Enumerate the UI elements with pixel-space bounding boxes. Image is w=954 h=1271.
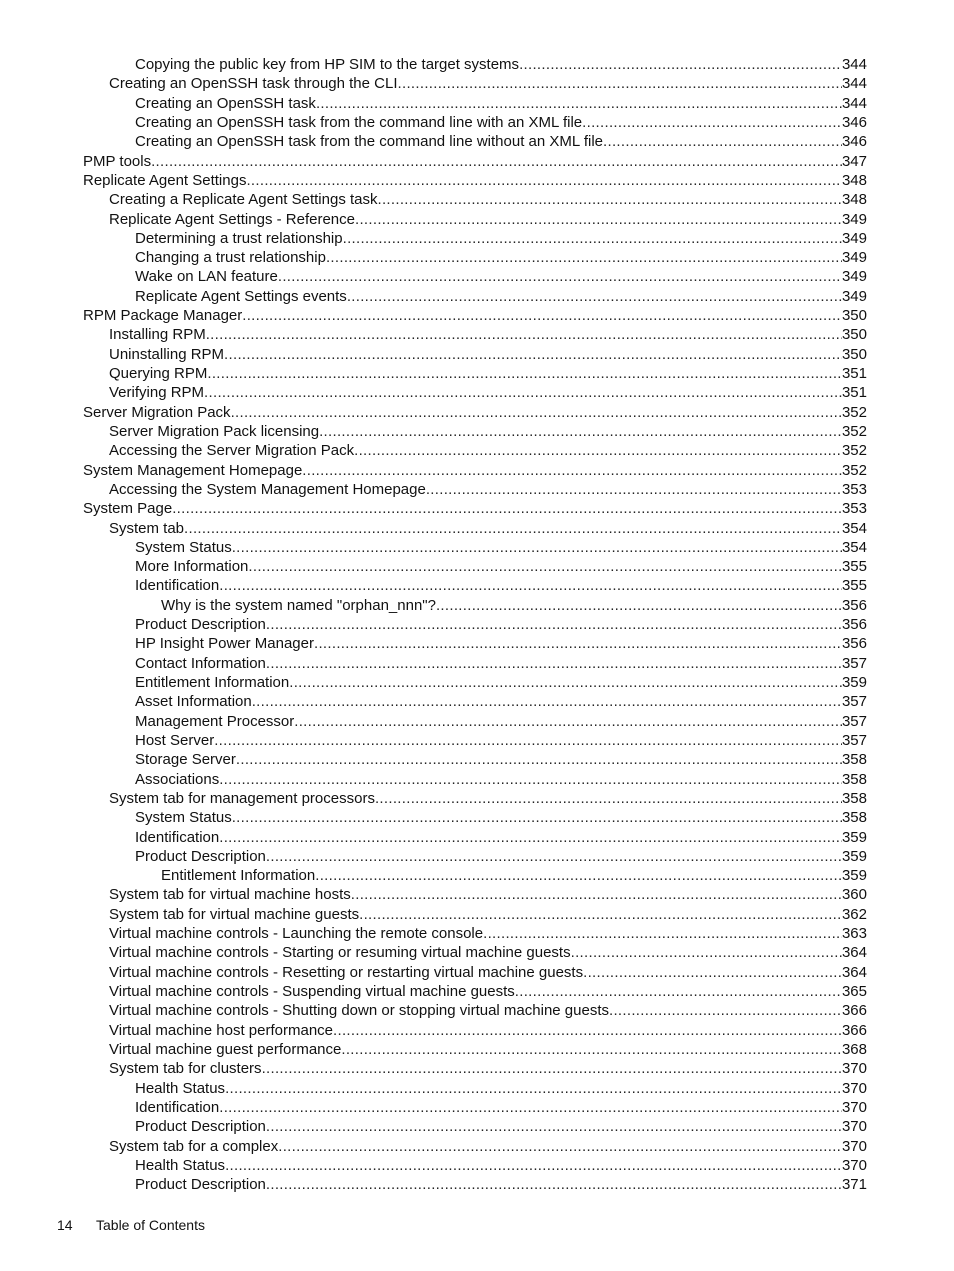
toc-entry-page: 355 (841, 558, 867, 576)
toc-entry-page: 370 (841, 1098, 867, 1116)
toc-entry-title: Health Status (135, 1079, 226, 1097)
toc-entry-page: 350 (841, 345, 867, 363)
toc-entry[interactable] (0, 943, 954, 962)
page-footer (57, 1215, 205, 1235)
toc-entry[interactable] (0, 229, 954, 248)
toc-entry[interactable] (0, 519, 954, 538)
toc-dot-leader (214, 731, 842, 750)
toc-entry[interactable] (0, 422, 954, 441)
toc-entry-page: 349 (841, 287, 867, 305)
toc-entry-page: 370 (841, 1118, 867, 1136)
toc-entry-title: Replicate Agent Settings (83, 171, 247, 189)
toc-dot-leader (242, 306, 842, 325)
toc-entry-page: 355 (841, 577, 867, 595)
toc-entry-title: Identification (135, 1098, 220, 1116)
toc-entry-page: 357 (841, 654, 867, 672)
toc-entry-page: 356 (841, 616, 867, 634)
toc-entry-title: System tab for virtual machine guests (109, 905, 360, 923)
toc-entry-page: 349 (841, 229, 867, 247)
toc-entry[interactable] (0, 866, 954, 885)
toc-entry-page: 370 (841, 1156, 867, 1174)
toc-dot-leader (278, 267, 842, 286)
toc-entry[interactable] (0, 654, 954, 673)
toc-entry-title: Creating an OpenSSH task (135, 94, 316, 112)
toc-entry-title: Replicate Agent Settings - Reference (109, 210, 355, 228)
toc-dot-leader (231, 403, 842, 422)
toc-dot-leader (316, 94, 842, 113)
toc-dot-leader (398, 74, 842, 93)
toc-entry[interactable] (0, 113, 954, 132)
toc-dot-leader (603, 132, 842, 151)
toc-entry-page: 348 (841, 191, 867, 209)
toc-entry-title: System tab for management processors (109, 789, 375, 807)
toc-entry-page: 356 (841, 596, 867, 614)
toc-entry-page: 352 (841, 422, 867, 440)
toc-entry-page: 353 (841, 480, 867, 498)
toc-dot-leader (326, 248, 842, 267)
toc-entry[interactable] (0, 615, 954, 634)
toc-entry[interactable] (0, 171, 954, 190)
toc-entry-title: System Page (83, 500, 173, 518)
toc-entry-page: 347 (841, 152, 867, 170)
toc-dot-leader (219, 576, 842, 595)
toc-entry-title: System tab for a complex (109, 1137, 279, 1155)
toc-entry-title: More Information (135, 558, 249, 576)
toc-entry-title: Host Server (135, 731, 215, 749)
toc-dot-leader (266, 847, 842, 866)
toc-dot-leader (266, 615, 842, 634)
toc-entry-page: 350 (841, 326, 867, 344)
toc-dot-leader (219, 828, 842, 847)
toc-entry[interactable] (0, 74, 954, 93)
toc-dot-leader (314, 634, 842, 653)
toc-entry-title: Why is the system named "orphan_nnn"? (161, 596, 436, 614)
footer-section-title: Table of Contents (96, 1217, 205, 1233)
toc-dot-leader (347, 287, 842, 306)
toc-entry[interactable] (0, 364, 954, 383)
toc-entry[interactable] (0, 248, 954, 267)
toc-entry[interactable] (0, 828, 954, 847)
toc-dot-leader (225, 1156, 842, 1175)
toc-entry[interactable] (0, 789, 954, 808)
toc-entry-title: System Status (135, 809, 232, 827)
toc-entry-title: Creating a Replicate Agent Settings task (109, 191, 378, 209)
toc-entry-page: 365 (841, 983, 867, 1000)
toc-entry-page: 349 (841, 210, 867, 228)
toc-entry[interactable] (0, 499, 954, 518)
toc-entry-page: 358 (841, 809, 867, 827)
toc-entry-title: RPM Package Manager (83, 307, 243, 325)
toc-entry-page: 349 (841, 268, 867, 286)
toc-dot-leader (225, 1079, 842, 1098)
toc-dot-leader (207, 364, 842, 383)
toc-entry-page: 356 (841, 635, 867, 653)
toc-entry-title: Virtual machine controls - Resetting or restarting virtual machine guests (109, 963, 584, 981)
toc-entry-page: 346 (841, 113, 867, 131)
toc-entry-page: 351 (841, 384, 867, 402)
toc-dot-leader (278, 1137, 842, 1156)
toc-entry[interactable] (0, 441, 954, 460)
toc-entry-title: Server Migration Pack licensing (109, 422, 320, 440)
toc-entry-title: Entitlement Information (161, 867, 316, 885)
toc-entry-page: 359 (841, 867, 867, 885)
table-of-contents (0, 55, 954, 1194)
toc-entry[interactable] (0, 267, 954, 286)
toc-dot-leader (571, 943, 842, 962)
toc-entry[interactable] (0, 1001, 954, 1020)
toc-entry[interactable] (0, 55, 954, 74)
toc-entry-title: Virtual machine controls - Starting or resuming virtual machine guests (109, 944, 571, 962)
toc-entry[interactable] (0, 132, 954, 151)
toc-entry-page: 344 (841, 56, 867, 73)
toc-dot-leader (333, 1021, 842, 1040)
toc-entry-title: Changing a trust relationship (135, 249, 326, 267)
toc-entry-title: Product Description (135, 616, 266, 634)
toc-entry-title: HP Insight Power Manager (135, 635, 314, 653)
toc-dot-leader (483, 924, 842, 943)
toc-dot-leader (378, 190, 842, 209)
toc-entry[interactable] (0, 750, 954, 769)
toc-entry[interactable] (0, 1098, 954, 1117)
toc-entry[interactable] (0, 1059, 954, 1078)
toc-dot-leader (289, 673, 842, 692)
toc-entry-page: 368 (841, 1040, 867, 1058)
toc-entry-title: Accessing the System Management Homepage (109, 480, 426, 498)
toc-entry-page: 348 (841, 171, 867, 189)
toc-entry[interactable] (0, 596, 954, 615)
toc-entry-title: Determining a trust relationship (135, 229, 343, 247)
toc-entry-page: 344 (841, 94, 867, 112)
toc-entry-page: 357 (841, 731, 867, 749)
toc-entry-page: 370 (841, 1137, 867, 1155)
toc-dot-leader (375, 789, 842, 808)
toc-entry[interactable] (0, 403, 954, 422)
toc-entry-title: System Status (135, 538, 232, 556)
toc-entry-title: Management Processor (135, 712, 295, 730)
toc-entry-title: System tab (109, 519, 185, 537)
toc-dot-leader (302, 461, 842, 480)
toc-entry[interactable] (0, 692, 954, 711)
toc-dot-leader (583, 963, 842, 982)
toc-entry-page: 359 (841, 847, 867, 865)
toc-entry-title: Identification (135, 577, 220, 595)
toc-entry[interactable] (0, 210, 954, 229)
toc-entry[interactable] (0, 190, 954, 209)
toc-entry-page: 370 (841, 1060, 867, 1078)
toc-entry-title: Product Description (135, 1118, 266, 1136)
toc-entry-title: Creating an OpenSSH task from the command line without an XML file (135, 133, 604, 151)
toc-entry-page: 352 (841, 442, 867, 460)
toc-entry-title: Virtual machine controls - Launching the remote console (109, 925, 484, 943)
toc-entry-title: Installing RPM (109, 326, 206, 344)
toc-entry-title: Asset Information (135, 693, 252, 711)
toc-dot-leader (151, 152, 842, 171)
toc-entry[interactable] (0, 1079, 954, 1098)
toc-entry[interactable] (0, 1137, 954, 1156)
toc-entry-title: PMP tools (83, 152, 152, 170)
toc-entry-page: 352 (841, 403, 867, 421)
toc-dot-leader (351, 885, 842, 904)
toc-entry[interactable] (0, 963, 954, 982)
toc-entry-page: 363 (841, 925, 867, 943)
toc-entry-page: 364 (841, 944, 867, 962)
toc-entry[interactable] (0, 924, 954, 943)
toc-entry[interactable] (0, 982, 954, 1001)
toc-entry[interactable] (0, 1021, 954, 1040)
toc-dot-leader (341, 1040, 842, 1059)
toc-entry[interactable] (0, 731, 954, 750)
toc-entry-title: System tab for virtual machine hosts (109, 886, 351, 904)
toc-entry[interactable] (0, 673, 954, 692)
toc-entry[interactable] (0, 287, 954, 306)
toc-dot-leader (232, 808, 842, 827)
toc-entry-page: 358 (841, 751, 867, 769)
toc-dot-leader (219, 770, 842, 789)
toc-entry-page: 353 (841, 500, 867, 518)
toc-entry-page: 366 (841, 1021, 867, 1039)
toc-dot-leader (236, 750, 842, 769)
toc-dot-leader (519, 55, 842, 74)
toc-entry-title: Virtual machine controls - Suspending virtual machine guests (109, 983, 515, 1000)
toc-dot-leader (359, 905, 842, 924)
toc-dot-leader (355, 210, 842, 229)
toc-dot-leader (582, 113, 842, 132)
toc-entry[interactable] (0, 480, 954, 499)
toc-entry-page: 357 (841, 693, 867, 711)
toc-dot-leader (204, 383, 842, 402)
toc-dot-leader (515, 982, 842, 1001)
toc-entry[interactable] (0, 1117, 954, 1136)
toc-dot-leader (266, 1175, 842, 1194)
toc-entry-page: 366 (841, 1002, 867, 1020)
toc-entry-page: 359 (841, 674, 867, 691)
toc-entry-title: Wake on LAN feature (135, 268, 278, 286)
toc-dot-leader (252, 692, 842, 711)
toc-dot-leader (315, 866, 842, 885)
toc-dot-leader (294, 712, 842, 731)
toc-entry-title: Server Migration Pack (83, 403, 231, 421)
toc-entry[interactable] (0, 1175, 954, 1194)
toc-dot-leader (224, 345, 842, 364)
toc-entry[interactable] (0, 885, 954, 904)
toc-dot-leader (246, 171, 842, 190)
toc-entry-page: 354 (841, 538, 867, 556)
toc-dot-leader (354, 441, 842, 460)
toc-entry-page: 360 (841, 886, 867, 904)
toc-dot-leader (262, 1059, 842, 1078)
toc-entry-page: 371 (841, 1176, 867, 1194)
toc-entry-title: Contact Information (135, 654, 266, 672)
toc-entry[interactable] (0, 152, 954, 171)
toc-dot-leader (219, 1098, 842, 1117)
toc-entry[interactable] (0, 94, 954, 113)
toc-entry[interactable] (0, 461, 954, 480)
toc-entry-title: Replicate Agent Settings events (135, 287, 347, 305)
toc-dot-leader (172, 499, 842, 518)
toc-entry[interactable] (0, 325, 954, 344)
toc-entry[interactable] (0, 634, 954, 653)
toc-entry-title: Health Status (135, 1156, 226, 1174)
toc-entry-title: Creating an OpenSSH task through the CLI (109, 75, 398, 93)
toc-entry-title: Product Description (135, 847, 266, 865)
toc-entry-title: Uninstalling RPM (109, 345, 225, 363)
toc-dot-leader (426, 480, 842, 499)
toc-entry[interactable] (0, 1040, 954, 1059)
toc-entry-title: Verifying RPM (109, 384, 205, 402)
toc-dot-leader (266, 654, 842, 673)
toc-entry-title: Associations (135, 770, 220, 788)
toc-entry[interactable] (0, 576, 954, 595)
toc-entry[interactable] (0, 905, 954, 924)
toc-dot-leader (436, 596, 842, 615)
toc-entry-title: Virtual machine guest performance (109, 1040, 342, 1058)
toc-entry-page: 352 (841, 461, 867, 479)
toc-dot-leader (609, 1001, 842, 1020)
toc-entry-title: Creating an OpenSSH task from the command line with an XML file (135, 113, 583, 131)
toc-entry[interactable] (0, 770, 954, 789)
toc-entry-page: 346 (841, 133, 867, 151)
toc-entry-page: 351 (841, 365, 867, 382)
toc-entry-page: 359 (841, 828, 867, 846)
toc-entry-title: Copying the public key from HP SIM to the target systems (135, 56, 520, 73)
toc-entry[interactable] (0, 538, 954, 557)
toc-entry-page: 370 (841, 1079, 867, 1097)
toc-entry-title: Entitlement Information (135, 674, 290, 691)
toc-entry[interactable] (0, 383, 954, 402)
toc-dot-leader (319, 422, 842, 441)
toc-entry-page: 354 (841, 519, 867, 537)
toc-dot-leader (266, 1117, 842, 1136)
toc-entry-page: 358 (841, 770, 867, 788)
toc-entry-title: System Management Homepage (83, 461, 303, 479)
toc-dot-leader (184, 519, 842, 538)
toc-entry[interactable] (0, 808, 954, 827)
toc-entry-page: 350 (841, 307, 867, 325)
toc-dot-leader (248, 557, 842, 576)
toc-entry[interactable] (0, 712, 954, 731)
toc-entry-title: Product Description (135, 1176, 266, 1194)
toc-dot-leader (343, 229, 842, 248)
toc-entry[interactable] (0, 847, 954, 866)
toc-entry[interactable] (0, 345, 954, 364)
toc-entry-page: 344 (841, 75, 867, 93)
toc-entry-page: 358 (841, 789, 867, 807)
footer-page-number: 14 (57, 1217, 73, 1233)
toc-entry-title: Accessing the Server Migration Pack (109, 442, 355, 460)
toc-dot-leader (232, 538, 842, 557)
toc-entry[interactable] (0, 1156, 954, 1175)
toc-entry-page: 364 (841, 963, 867, 981)
toc-entry-page: 349 (841, 249, 867, 267)
toc-entry-title: Virtual machine host performance (109, 1021, 334, 1039)
toc-entry-title: Identification (135, 828, 220, 846)
toc-entry-page: 362 (841, 905, 867, 923)
toc-dot-leader (206, 325, 842, 344)
toc-entry-title: Virtual machine controls - Shutting down or stopping virtual machine guests (109, 1002, 609, 1020)
toc-entry[interactable] (0, 557, 954, 576)
toc-entry-page: 357 (841, 712, 867, 730)
toc-entry-title: Querying RPM (109, 365, 208, 382)
toc-entry[interactable] (0, 306, 954, 325)
toc-entry-title: Storage Server (135, 751, 236, 769)
toc-entry-title: System tab for clusters (109, 1060, 262, 1078)
